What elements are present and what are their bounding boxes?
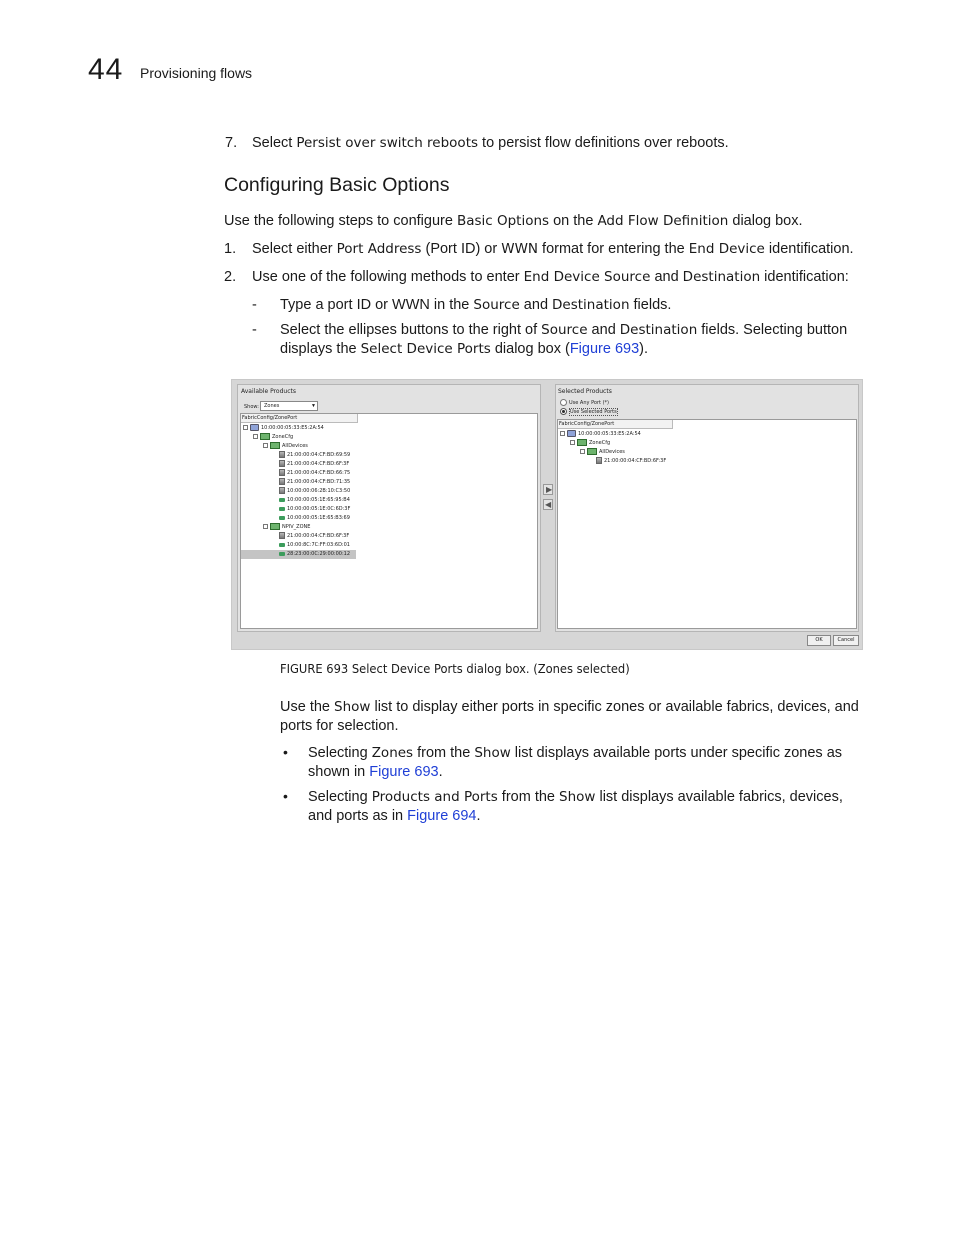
expand-collapse-icon[interactable] (263, 524, 268, 529)
tree-node[interactable] (279, 487, 350, 496)
tree-node-label: 21:00:00:04:CF:BD:6F:3F (604, 458, 667, 464)
step-1-text: Select either Port Address (Port ID) or WWN format for entering the End Device identification. (252, 241, 854, 257)
chapter-number: 44 (88, 53, 124, 86)
show-label: Show: (244, 404, 259, 410)
ok-button[interactable]: OK (807, 635, 831, 646)
tree-node[interactable] (241, 550, 356, 559)
tree-node[interactable] (263, 523, 310, 532)
tree-node-label: ZoneCfg (589, 440, 611, 446)
tree-node-label: 10:00:00:05:33:E5:2A:54 (578, 431, 641, 437)
zone-config-icon (577, 439, 587, 446)
step-2-text: Use one of the following methods to enter End Device Source and Destination identification: (252, 269, 849, 285)
step-7-text: Select Persist over switch reboots to persist flow definitions over reboots. (252, 135, 729, 151)
expand-collapse-icon[interactable] (560, 431, 565, 436)
figure-693-link[interactable]: Figure 693 (369, 764, 439, 780)
cancel-button[interactable]: Cancel (833, 635, 859, 646)
selected-tree-pane[interactable] (557, 419, 857, 629)
storage-device-icon (279, 460, 285, 467)
bullet-1-marker: • (283, 744, 288, 760)
expand-collapse-icon[interactable] (580, 449, 585, 454)
arrow-left-icon: ◀ (545, 500, 552, 509)
tree-node-label: NPIV_ZONE (282, 524, 311, 530)
tree-node[interactable] (279, 514, 350, 523)
tree-node[interactable] (279, 532, 349, 541)
expand-collapse-icon[interactable] (570, 440, 575, 445)
tree-node[interactable] (560, 430, 641, 439)
tree-node-label: 10:00:8C:7C:FF:03:6D:01 (287, 542, 350, 548)
fabric-icon (567, 430, 576, 437)
remove-arrow-button[interactable] (543, 499, 553, 510)
tree-node[interactable] (279, 451, 350, 460)
tree-node-label: 21:00:00:04:CF:BD:71:35 (287, 479, 351, 485)
tree-node-label: 21:00:00:04:CF:BD:66:75 (287, 470, 351, 476)
step-1-number: 1. (224, 241, 237, 257)
sub-bullet-1-dash: - (252, 297, 257, 313)
show-list-paragraph: Use the Show list to display either ports in specific zones or available fabrics, devices, and ports for selection. (280, 699, 859, 734)
tree-node-label: AllDevices (599, 449, 625, 455)
expand-collapse-icon[interactable] (253, 434, 258, 439)
chevron-down-icon: ▼ (311, 403, 316, 409)
show-dropdown-value: Zones (264, 403, 280, 409)
port-icon (279, 552, 285, 556)
available-products-title: Available Products (241, 388, 296, 395)
storage-device-icon (279, 532, 285, 539)
available-tree-column-header: FabricConfig/ZonePort (241, 414, 358, 423)
arrow-right-icon: ▶ (546, 485, 553, 494)
sub-bullet-2-text: Select the ellipses buttons to the right of Source and Destination fields. Selecting button displays the Select Device Ports dialog box (Figure 693). (280, 322, 848, 357)
tree-node[interactable] (279, 541, 350, 550)
selected-products-panel (555, 384, 859, 632)
expand-collapse-icon[interactable] (243, 425, 248, 430)
tree-node-label: 21:00:00:04:CF:BD:6F:3F (287, 533, 350, 539)
zone-icon (270, 442, 280, 449)
tree-node[interactable] (596, 457, 666, 466)
storage-device-icon (279, 451, 285, 458)
tree-node-label: AllDevices (282, 443, 308, 449)
use-any-port-radio[interactable]: Use Any Port (*) (560, 399, 609, 406)
tree-node[interactable] (279, 469, 350, 478)
bullet-2-marker: • (283, 788, 288, 804)
tree-node[interactable] (253, 433, 293, 442)
zone-config-icon (260, 433, 270, 440)
available-products-panel (237, 384, 541, 632)
tree-node[interactable] (279, 478, 350, 487)
tree-node-label: 10:00:00:05:1E:0C:6D:3F (287, 506, 351, 512)
tree-node[interactable] (279, 505, 350, 514)
tree-node[interactable] (279, 496, 350, 505)
tree-node[interactable] (570, 439, 610, 448)
figure-694-link[interactable]: Figure 694 (407, 808, 477, 824)
tree-node-label: ZoneCfg (272, 434, 294, 440)
storage-device-icon (279, 469, 285, 476)
tree-node-label: 10:00:00:06:2B:10:C3:50 (287, 488, 351, 494)
port-icon (279, 516, 285, 520)
section-heading: Configuring Basic Options (224, 174, 450, 196)
tree-node-label: 10:00:00:05:33:E5:2A:54 (261, 425, 324, 431)
chapter-title: Provisioning flows (140, 65, 253, 81)
tree-node-label: 28:23:00:0C:29:00:00:12 (287, 551, 351, 557)
port-icon (279, 507, 285, 511)
sub-bullet-2-dash: - (252, 322, 257, 338)
storage-device-icon (279, 487, 285, 494)
dialog-screenshot (231, 379, 863, 650)
tree-node-label: 21:00:00:04:CF:BD:6F:3F (287, 461, 350, 467)
zone-icon (270, 523, 280, 530)
available-tree-pane[interactable] (240, 413, 538, 629)
port-icon (279, 543, 285, 547)
sub-bullet-1-text: Type a port ID or WWN in the Source and Destination fields. (280, 297, 672, 313)
tree-node-label: 10:00:00:05:1E:65:95:B4 (287, 497, 350, 503)
tree-node[interactable] (263, 442, 308, 451)
tree-node[interactable] (279, 460, 349, 469)
expand-collapse-icon[interactable] (263, 443, 268, 448)
storage-device-icon (279, 478, 285, 485)
show-dropdown[interactable] (260, 401, 318, 411)
intro-paragraph: Use the following steps to configure Basic Options on the Add Flow Definition dialog box. (224, 213, 803, 229)
selected-tree-column-header: FabricConfig/ZonePort (558, 420, 673, 429)
zone-icon (587, 448, 597, 455)
tree-node[interactable] (243, 424, 324, 433)
bullet-2-text: Selecting Products and Ports from the Show list displays available fabrics, devices, and ports as in Figure 694. (308, 789, 843, 824)
use-selected-ports-radio[interactable]: Use Selected Ports (560, 408, 618, 415)
bullet-1-text: Selecting Zones from the Show list displays available ports under specific zones as shown in Figure 693. (308, 745, 843, 780)
radio-selected-icon (560, 408, 567, 415)
figure-693-link[interactable]: Figure 693 (569, 341, 640, 357)
step-2-number: 2. (224, 269, 237, 285)
tree-node-label: 21:00:00:04:CF:BD:69:59 (287, 452, 351, 458)
storage-device-icon (596, 457, 602, 464)
step-7-number: 7. (225, 135, 238, 151)
tree-node-label: 10:00:00:05:1E:65:B3:69 (287, 515, 350, 521)
radio-empty-icon (560, 399, 567, 406)
port-icon (279, 498, 285, 502)
figure-caption: FIGURE 693 Select Device Ports dialog box. (Zones selected) (280, 661, 630, 676)
selected-products-title: Selected Products (558, 388, 612, 395)
add-arrow-button[interactable] (543, 484, 553, 495)
fabric-icon (250, 424, 259, 431)
tree-node[interactable] (580, 448, 625, 457)
